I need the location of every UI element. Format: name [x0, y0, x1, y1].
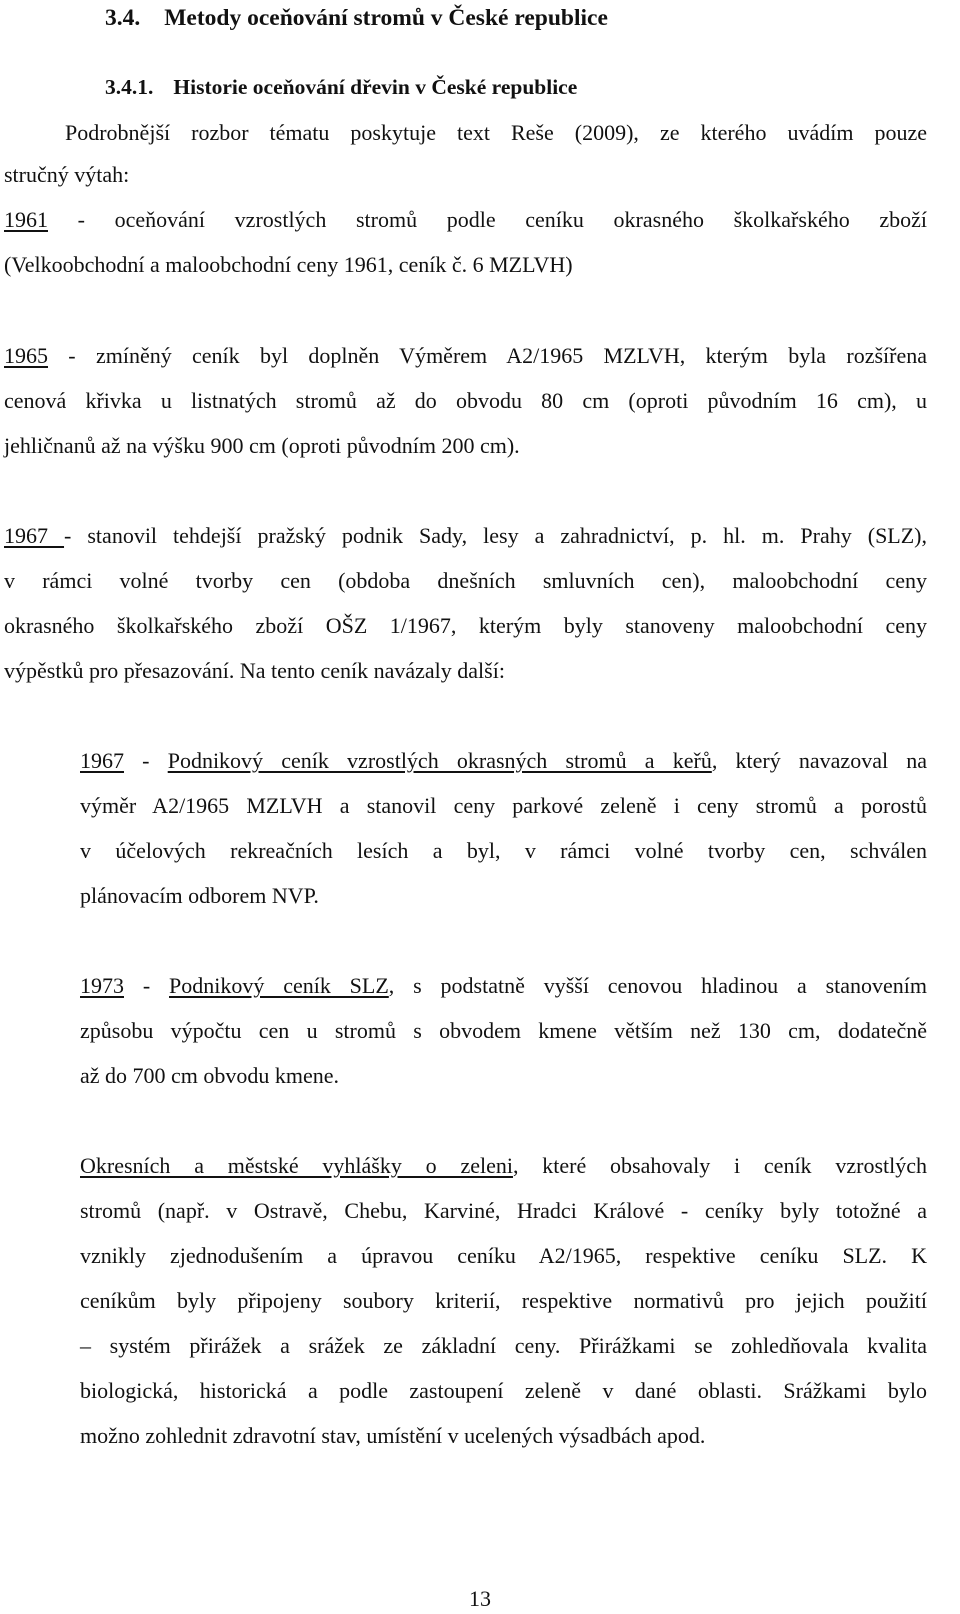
item-1967-line-1: 1967 - stanovil tehdejší pražský podnik Sady, lesy a zahradnictví, p. hl. m. Prahy (SLZ), — [4, 523, 928, 548]
sub-1967-title: Podnikový ceník vzrostlých okrasných stromů a keřů — [167, 748, 712, 773]
subsection-heading — [105, 72, 577, 102]
section-heading — [105, 3, 608, 33]
sub-1967-line-1: 1967 - Podnikový ceník vzrostlých okrasných stromů a keřů, který navazoval na — [80, 748, 928, 773]
sub-1973-year: 1973 — [80, 973, 124, 998]
item-1965-line-2: cenová křivka u listnatých stromů až do obvodu 80 cm (oproti původním 16 cm), u — [4, 388, 927, 413]
intro-line-2: stručný výtah: — [4, 162, 130, 187]
item-1967-line-4: výpěstků pro přesazování. Na tento ceník navázaly další: — [4, 658, 505, 683]
subsection-title: Historie oceňování dřevin v České republice — [173, 75, 578, 99]
sub-okres-line-6: biologická, historická a podle zastoupení zeleně v dané oblasti. Srážkami bylo — [80, 1378, 927, 1403]
item-1967-line-2: v rámci volné tvorby cen (obdoba dnešních smluvních cen), maloobchodní ceny — [4, 568, 927, 593]
sub-okres-line-7: možno zohlednit zdravotní stav, umístění v ucelených výsadbách apod. — [80, 1423, 706, 1448]
sub-okres-line-5: – systém přirážek a srážek ze základní ceny. Přirážkami se zohledňovala kvalita — [80, 1333, 927, 1358]
item-1967-line-3: okrasného školkařského zboží OŠZ 1/1967, kterým byly stanoveny maloobchodní ceny — [4, 613, 927, 638]
item-1961-line-2: (Velkoobchodní a maloobchodní ceny 1961, ceník č. 6 MZLVH) — [4, 252, 573, 277]
sub-okres-line-2: stromů (např. v Ostravě, Chebu, Karviné, Hradci Králové - ceníky byly totožné a — [80, 1198, 927, 1223]
sub-1967-line-4: plánovacím odborem NVP. — [80, 883, 319, 908]
item-1965-line-3: jehličnanů až na výšku 900 cm (oproti původním 200 cm). — [4, 433, 520, 458]
page-number: 13 — [469, 1586, 491, 1611]
sub-1973-line-2: způsobu výpočtu cen u stromů s obvodem kmene větším než 130 cm, dodatečně — [80, 1018, 927, 1043]
sub-1967-line-2: výměr A2/1965 MZLVH a stanovil ceny parkové zeleně i ceny stromů a porostů — [80, 793, 927, 818]
sub-1973-line-1: 1973 - Podnikový ceník SLZ, s podstatně vyšší cenovou hladinou a stanovením — [80, 973, 927, 998]
item-1967-year: 1967 — [4, 523, 65, 548]
item-1965-year: 1965 — [4, 343, 48, 368]
item-1961-year: 1961 — [4, 207, 48, 232]
sub-1967-year: 1967 — [80, 748, 124, 773]
sub-okres-line-1: Okresních a městské vyhlášky o zeleni, které obsahovaly i ceník vzrostlých — [80, 1153, 927, 1178]
sub-okres-line-3: vznikly zjednodušením a úpravou ceníku A2/1965, respektive ceníku SLZ. K — [80, 1243, 927, 1268]
item-1965-line-1: 1965 - zmíněný ceník byl doplněn Výměrem A2/1965 MZLVH, kterým byla rozšířena — [4, 343, 927, 368]
section-number: 3.4. — [105, 5, 141, 31]
item-1961-line-1: 1961 - oceňování vzrostlých stromů podle ceníku okrasného školkařského zboží — [4, 207, 927, 232]
intro-line-1: Podrobnější rozbor tématu poskytuje text Reše (2009), ze kterého uvádím pouze — [65, 120, 927, 145]
subsection-number: 3.4.1. — [105, 75, 154, 99]
section-title: Metody oceňování stromů v České republice — [164, 5, 608, 31]
sub-okres-title: Okresních a městské vyhlášky o zeleni — [80, 1153, 513, 1178]
sub-1973-line-3: až do 700 cm obvodu kmene. — [80, 1063, 340, 1088]
sub-1967-line-3: v účelových rekreačních lesích a byl, v rámci volné tvorby cen, schválen — [80, 838, 927, 863]
sub-okres-line-4: ceníkům byly připojeny soubory kriterií, respektive normativů pro jejich použití — [80, 1288, 927, 1313]
sub-1973-title: Podnikový ceník SLZ — [169, 973, 389, 998]
